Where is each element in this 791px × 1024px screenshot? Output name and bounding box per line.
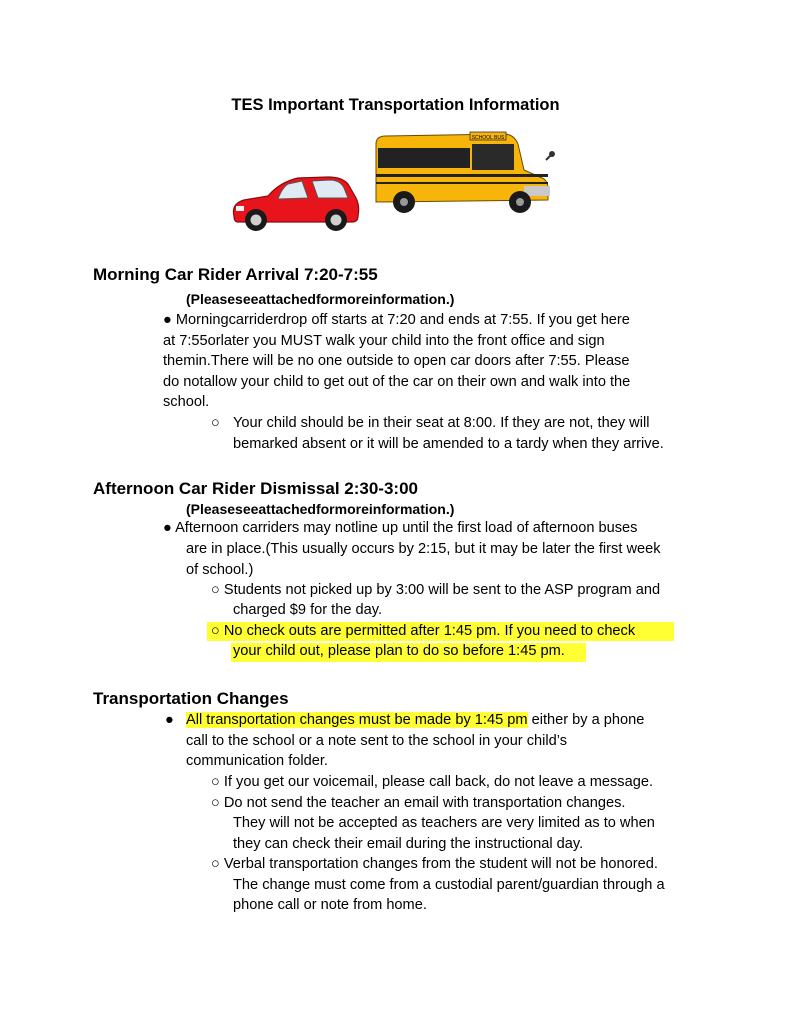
changes-sub-line: phone call or note from home. [233,897,427,913]
changes-bullet-line: communication folder. [186,753,328,769]
changes-bullet-rest: either by a phone [527,712,645,728]
section-heading-morning: Morning Car Rider Arrival 7:20-7:55 [93,265,378,284]
changes-bullet-marker: ● [165,712,174,728]
morning-bullet-line: do notallow your child to get out of the car on their own and walk into the [163,374,631,390]
changes-sub-line: ○ Verbal transportation changes from the student will not be honored. [211,856,658,872]
changes-sub-line: The change must come from a custodial parent/guardian through a [233,877,665,893]
changes-sub-line: They will not be accepted as teachers are very limited as to when [233,815,655,831]
changes-sub-line: ○ Do not send the teacher an email with transportation changes. [211,795,626,811]
morning-sub-line: Your child should be in their seat at 8:00. If they are not, they will [233,415,650,431]
section-heading-afternoon: Afternoon Car Rider Dismissal 2:30-3:00 [93,479,418,498]
red-car-icon [228,176,362,234]
section-note-morning: (Pleaseseeattachedformoreinformation.) [186,291,455,307]
changes-bullet-line: call to the school or a note sent to the school in your child’s [186,733,568,749]
morning-sub-line: bemarked absent or it will be amended to a tardy when they arrive. [233,436,664,452]
afternoon-bullet-line: are in place.(This usually occurs by 2:15, but it may be later the first week [186,541,661,557]
morning-bullet-line: at 7:55orlater you MUST walk your child into the front office and sign [163,333,605,349]
changes-bullet-highlight: All transportation changes must be made by 1:45 pm [186,712,528,728]
morning-bullet-line: ● Morningcarriderdrop off starts at 7:20 and ends at 7:55. If you get here [163,312,630,328]
bus-sign: SCHOOL BUS [471,135,505,141]
afternoon-sub-line-highlighted: ○ No check outs are permitted after 1:45 pm. If you need to check [211,623,636,639]
section-note-afternoon: (Pleaseseeattachedformoreinformation.) [186,501,455,517]
morning-bullet-line: school. [163,394,210,410]
afternoon-bullet-line: of school.) [186,562,254,578]
afternoon-sub-line-highlighted: your child out, please plan to do so before 1:45 pm. [233,643,565,659]
afternoon-bullet-line: ● Afternoon carriders may notline up until the first load of afternoon buses [163,520,638,536]
changes-sub-line: ○ If you get our voicemail, please call back, do not leave a message. [211,774,654,790]
school-bus-icon [374,130,556,220]
section-heading-changes: Transportation Changes [93,689,289,708]
afternoon-sub-line: charged $9 for the day. [233,602,383,618]
changes-sub-line: they can check their email during the instructional day. [233,836,584,852]
afternoon-sub-line: ○ Students not picked up by 3:00 will be sent to the ASP program and [211,582,661,598]
page-title: TES Important Transportation Information [231,96,560,114]
morning-bullet-line: themin.There will be no one outside to open car doors after 7:55. Please [163,353,630,369]
changes-bullet-first-line [186,712,644,728]
morning-sub-marker: ○ [211,415,220,431]
